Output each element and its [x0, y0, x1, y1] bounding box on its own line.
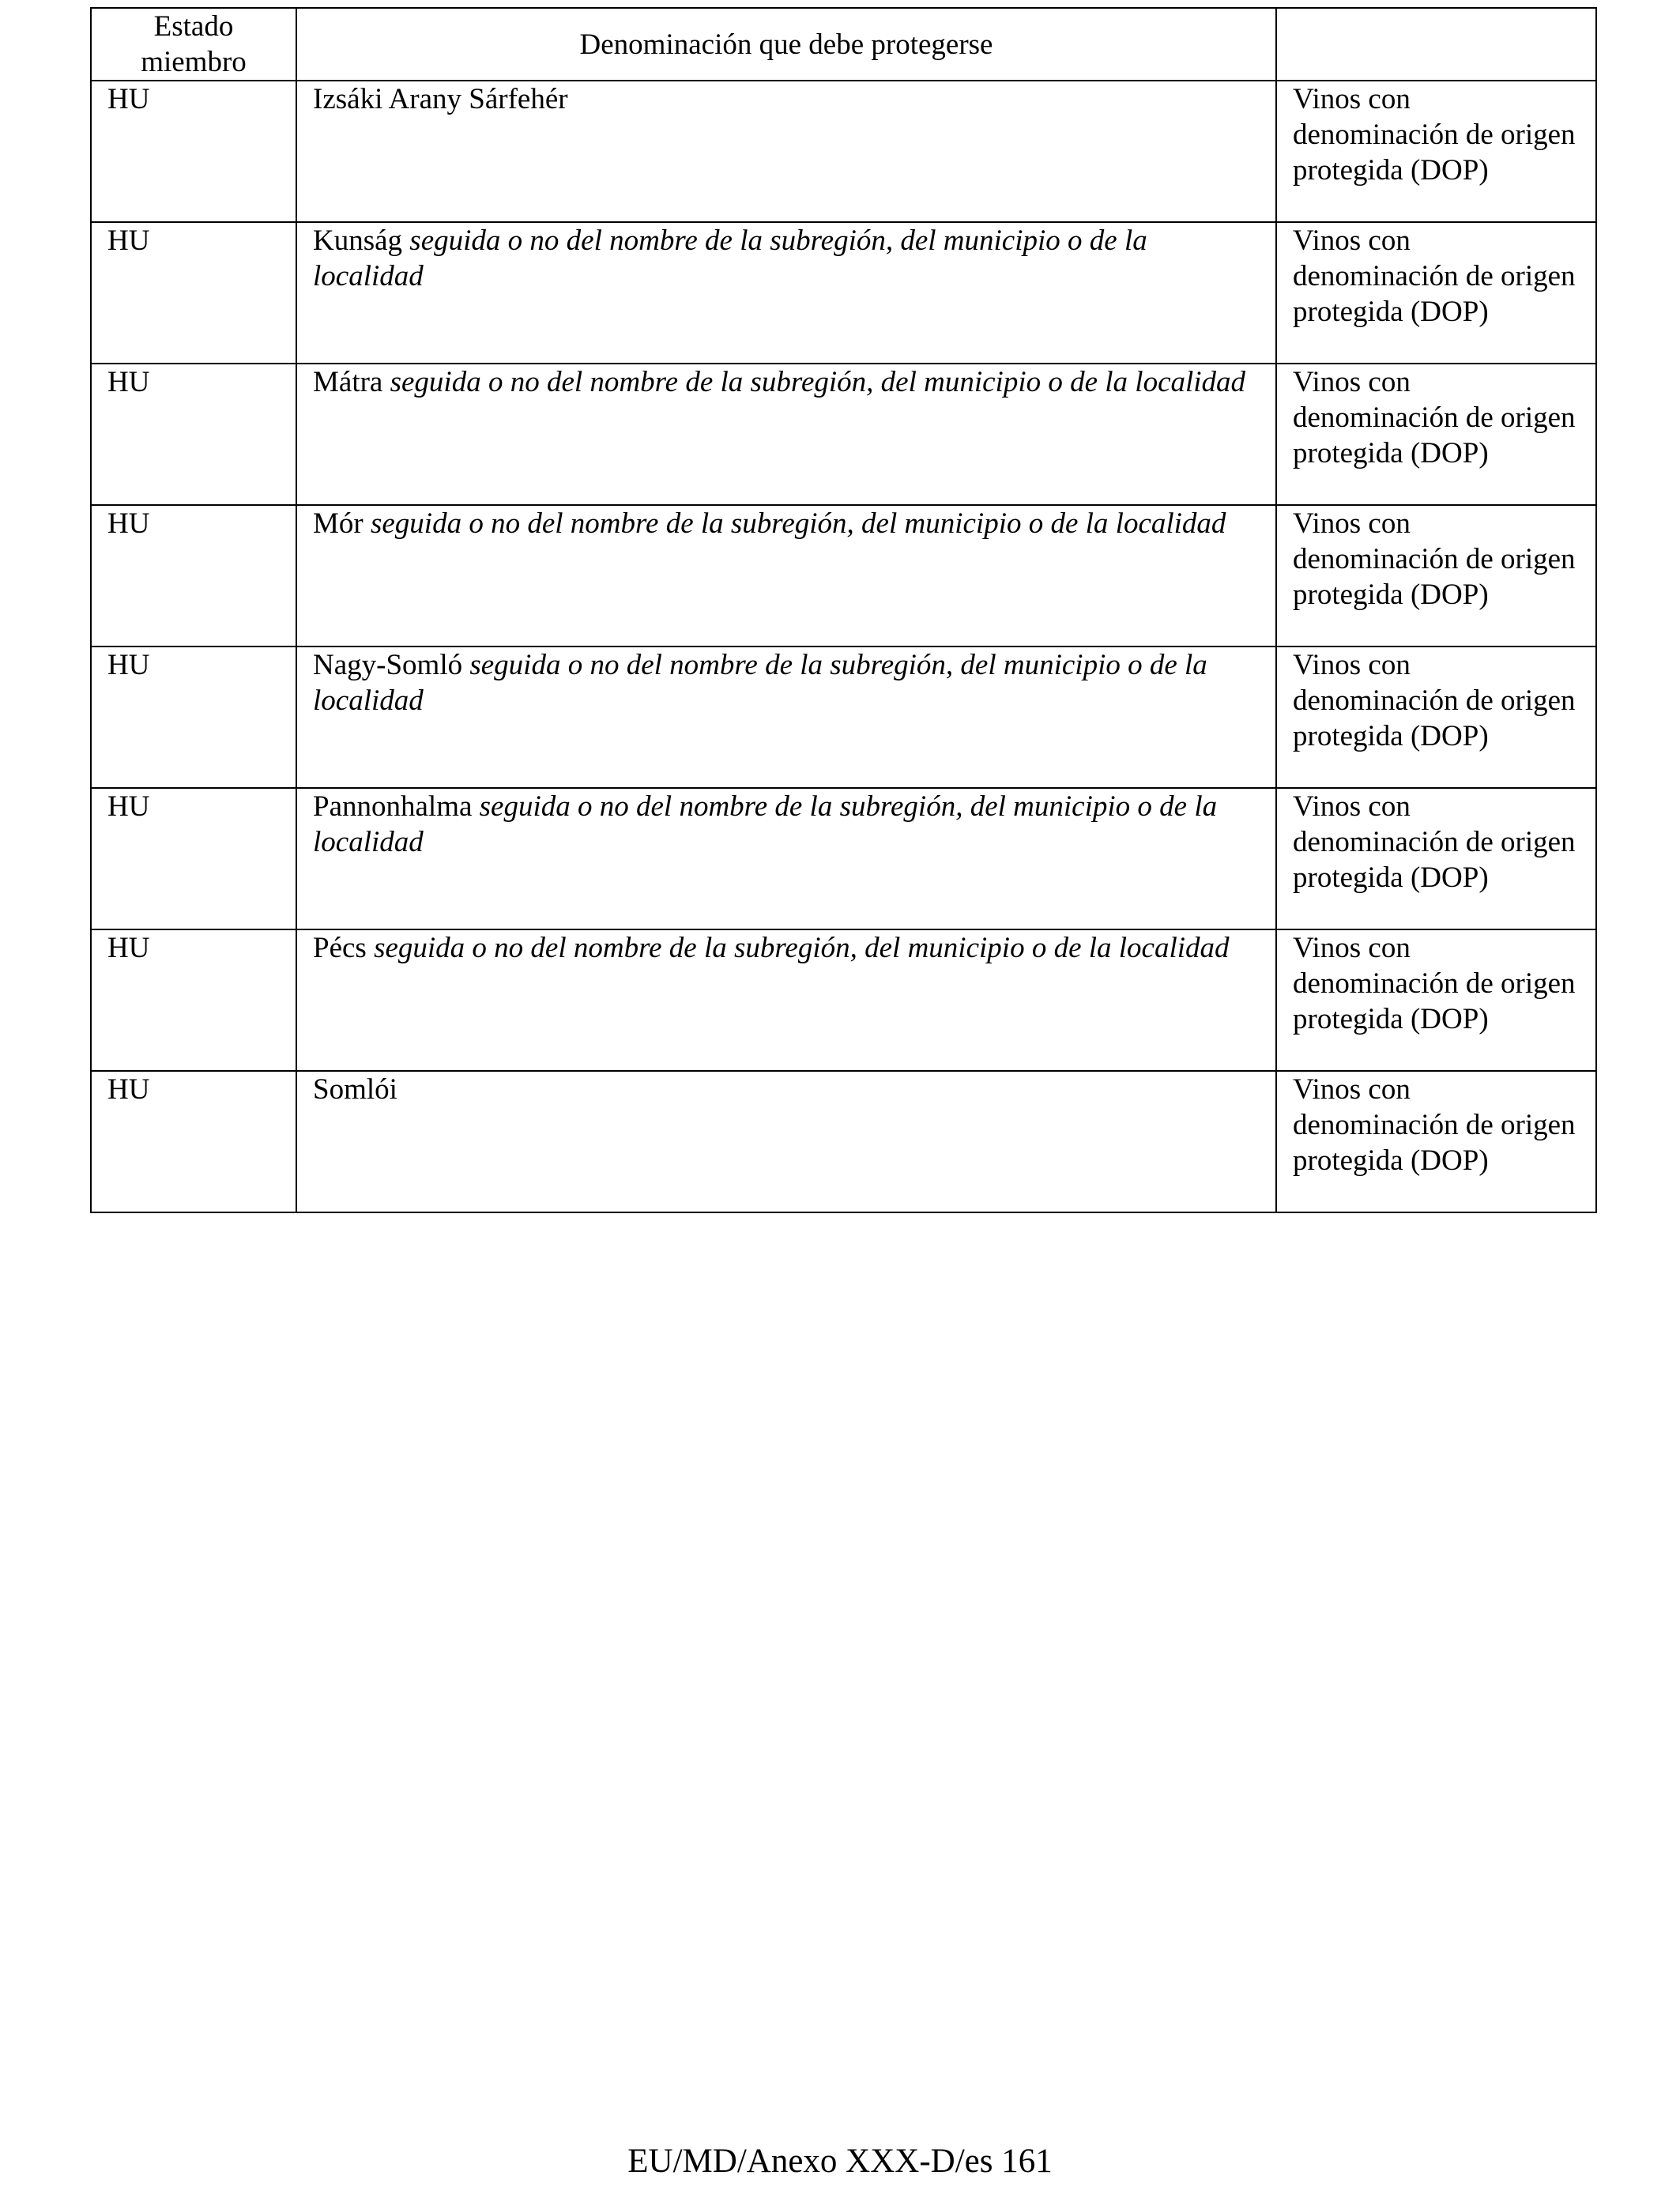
- name-qualifier: seguida o no del nombre de la subregión, del municipio o de la localidad: [313, 224, 1147, 292]
- name-qualifier: seguida o no del nombre de la subregión, del municipio o de la localidad: [370, 507, 1226, 540]
- member-state-cell: HU: [91, 505, 296, 647]
- member-state-cell: HU: [91, 647, 296, 788]
- table-row: [91, 647, 1596, 788]
- protected-name-cell: [296, 505, 1276, 647]
- header-category: [1276, 8, 1596, 81]
- name-qualifier: seguida o no del nombre de la subregión, del municipio o de la localidad: [390, 366, 1246, 398]
- member-state-cell: HU: [91, 81, 296, 222]
- page-footer-reference: EU/MD/Anexo XXX-D/es 161: [627, 2143, 1053, 2180]
- table-row: [91, 81, 1596, 222]
- protected-name: Pannonhalma: [313, 790, 473, 823]
- protected-name: Pécs: [313, 932, 367, 964]
- table-header-row: [91, 8, 1596, 81]
- table-row: [91, 364, 1596, 505]
- member-state-cell: HU: [91, 364, 296, 505]
- protected-name-cell: [296, 1071, 1276, 1212]
- protected-name-cell: [296, 647, 1276, 788]
- member-state-cell: HU: [91, 1071, 296, 1212]
- protected-name-cell: [296, 929, 1276, 1071]
- category-cell: Vinos con denominación de origen protegida (DOP): [1276, 1071, 1596, 1212]
- category-cell: Vinos con denominación de origen protegida (DOP): [1276, 788, 1596, 929]
- category-cell: Vinos con denominación de origen protegida (DOP): [1276, 647, 1596, 788]
- protected-name: Nagy-Somló: [313, 649, 463, 681]
- category-cell: Vinos con denominación de origen protegida (DOP): [1276, 929, 1596, 1071]
- table-body: [91, 81, 1596, 1212]
- header-protected-name: Denominación que debe protegerse: [296, 8, 1276, 81]
- protected-name: Mátra: [313, 366, 383, 398]
- protected-name-cell: [296, 364, 1276, 505]
- protected-name: Mór: [313, 507, 363, 540]
- table-row: [91, 505, 1596, 647]
- table-row: [91, 788, 1596, 929]
- member-state-cell: HU: [91, 788, 296, 929]
- table-row: [91, 929, 1596, 1071]
- category-cell: Vinos con denominación de origen protegida (DOP): [1276, 81, 1596, 222]
- header-member-state: Estado miembro: [91, 8, 296, 81]
- protected-name: Izsáki Arany Sárfehér: [313, 83, 568, 115]
- name-qualifier: seguida o no del nombre de la subregión, del municipio o de la localidad: [313, 790, 1218, 858]
- protected-name-cell: [296, 81, 1276, 222]
- member-state-cell: HU: [91, 222, 296, 364]
- table-row: [91, 1071, 1596, 1212]
- protected-name-cell: [296, 788, 1276, 929]
- name-qualifier: seguida o no del nombre de la subregión, del municipio o de la localidad: [313, 649, 1207, 717]
- protected-name: Kunság: [313, 224, 403, 257]
- member-state-cell: HU: [91, 929, 296, 1071]
- protected-name: Somlói: [313, 1073, 397, 1106]
- category-cell: Vinos con denominación de origen protegida (DOP): [1276, 505, 1596, 647]
- protected-names-table: [90, 7, 1597, 1213]
- category-cell: Vinos con denominación de origen protegida (DOP): [1276, 364, 1596, 505]
- table-row: [91, 222, 1596, 364]
- category-cell: Vinos con denominación de origen protegida (DOP): [1276, 222, 1596, 364]
- name-qualifier: seguida o no del nombre de la subregión, del municipio o de la localidad: [374, 932, 1230, 964]
- protected-name-cell: [296, 222, 1276, 364]
